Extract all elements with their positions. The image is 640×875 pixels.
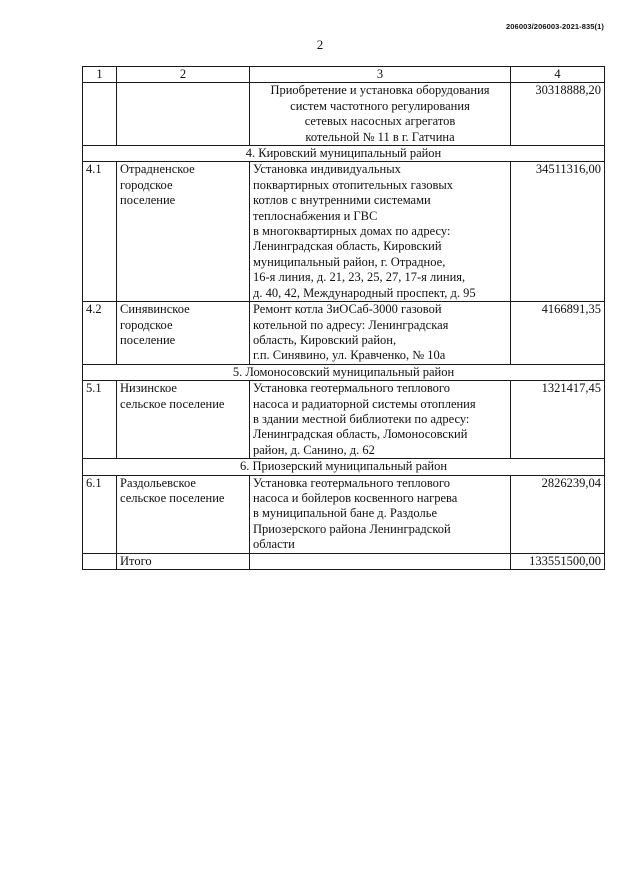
row-index: 6.1 bbox=[83, 475, 117, 553]
column-header-1: 1 bbox=[83, 67, 117, 83]
section-row bbox=[83, 146, 605, 162]
section-row bbox=[83, 459, 605, 475]
row-description: Ремонт котла ЗиОСаб-3000 газовой котельной по адресу: Ленинградская область, Кировский район, г.п. Синявино, ул. Кравченко, № 10а bbox=[250, 302, 511, 365]
row-name bbox=[117, 83, 250, 146]
row-description: Установка геотермального теплового насоса и бойлеров косвенного нагрева в муниципальной бане д. Раздолье Приозерского района Ленинградской области bbox=[250, 475, 511, 553]
total-row bbox=[83, 553, 605, 569]
row-amount: 34511316,00 bbox=[511, 162, 605, 302]
row-amount: 2826239,04 bbox=[511, 475, 605, 553]
total-amount: 133551500,00 bbox=[511, 553, 605, 569]
row-name: Низинское сельское поселение bbox=[117, 381, 250, 459]
row-name: Раздольевское сельское поселение bbox=[117, 475, 250, 553]
table-row bbox=[83, 381, 605, 459]
column-header-2: 2 bbox=[117, 67, 250, 83]
section-title: 6. Приозерский муниципальный район bbox=[83, 459, 605, 475]
row-index bbox=[83, 553, 117, 569]
row-index bbox=[83, 83, 117, 146]
row-index: 4.2 bbox=[83, 302, 117, 365]
table-header-row bbox=[83, 67, 605, 83]
section-title: 5. Ломоносовский муниципальный район bbox=[83, 364, 605, 380]
section-row bbox=[83, 364, 605, 380]
row-description bbox=[250, 553, 511, 569]
row-description: Приобретение и установка оборудования систем частотного регулирования сетевых насосных агрегатов котельной № 11 в г. Гатчина bbox=[250, 83, 511, 146]
row-name: Отрадненское городское поселение bbox=[117, 162, 250, 302]
row-amount: 30318888,20 bbox=[511, 83, 605, 146]
row-index: 5.1 bbox=[83, 381, 117, 459]
section-title: 4. Кировский муниципальный район bbox=[83, 146, 605, 162]
total-label: Итого bbox=[117, 553, 250, 569]
page-number: 2 bbox=[316, 37, 324, 52]
row-name: Синявинское городское поселение bbox=[117, 302, 250, 365]
document-code: 206003/206003-2021-835(1) bbox=[506, 22, 604, 31]
table-row bbox=[83, 475, 605, 553]
table-row-continuation bbox=[83, 83, 605, 146]
row-description: Установка индивидуальных поквартирных отопительных газовых котлов с внутренними системами теплоснабжения и ГВС в многоквартирных домах по адресу: Ленинградская область, Кировский муниципальный район, г. Отрадное, 16-я линия, д. 21, 23, 25, 27, 17-я линия, д. 40, 42, Международный проспект, д. 95 bbox=[250, 162, 511, 302]
column-header-3: 3 bbox=[250, 67, 511, 83]
budget-table bbox=[82, 66, 605, 570]
row-description: Установка геотермального теплового насоса и радиаторной системы отопления в здании местной библиотеки по адресу: Ленинградская область, Ломоносовский район, д. Санино, д. 62 bbox=[250, 381, 511, 459]
column-header-4: 4 bbox=[511, 67, 605, 83]
row-amount: 1321417,45 bbox=[511, 381, 605, 459]
row-amount: 4166891,35 bbox=[511, 302, 605, 365]
table-row bbox=[83, 162, 605, 302]
row-index: 4.1 bbox=[83, 162, 117, 302]
table-row bbox=[83, 302, 605, 365]
